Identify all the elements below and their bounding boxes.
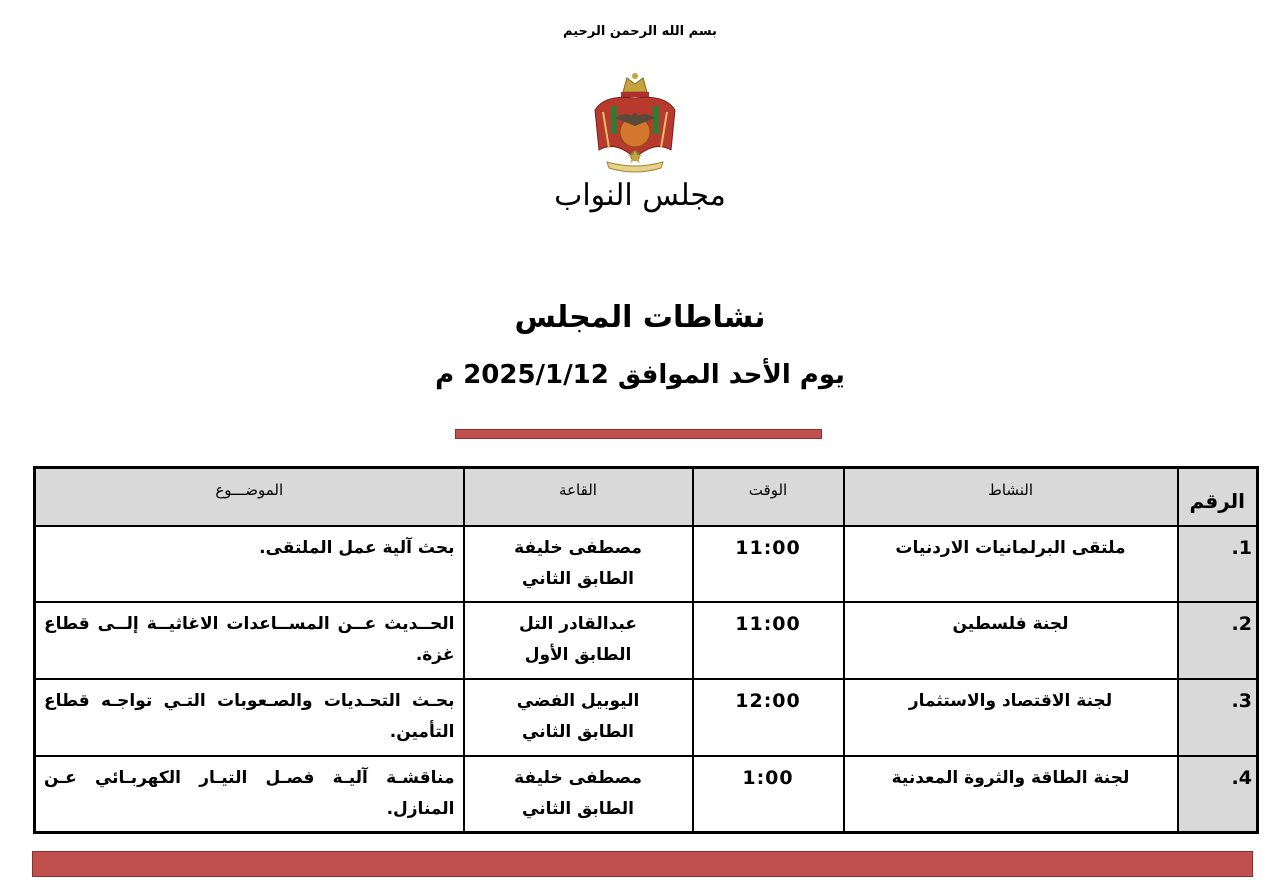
page-subtitle-date: يوم الأحد الموافق 2025/1/12 م: [435, 360, 845, 390]
row-topic: مناقشـة آليـة فصـل التيـار الكهربـائي عـن المنازل.: [35, 756, 464, 833]
table-row: [35, 679, 1258, 756]
hall-floor: الطابق الثاني: [522, 721, 634, 742]
row-hall: [464, 756, 693, 833]
hall-floor: الطابق الأول: [524, 644, 632, 665]
decorative-divider-top: [455, 429, 822, 439]
row-number: 4.: [1178, 756, 1258, 833]
header-hall: القاعة: [464, 468, 693, 526]
hall-name: مصطفى خليفة: [514, 537, 642, 558]
hall-name: عبدالقادر التل: [519, 613, 637, 634]
row-number: 3.: [1178, 679, 1258, 756]
header-activity: النشاط: [844, 468, 1178, 526]
basmala-text: بسم الله الرحمن الرحيم: [563, 24, 717, 39]
table-row: [35, 526, 1258, 602]
row-number: 1.: [1178, 526, 1258, 602]
parliament-logo-text: مجلس النواب: [554, 178, 726, 213]
coat-of-arms-emblem: [585, 70, 685, 180]
row-time: 1:00: [693, 756, 844, 833]
row-time: 11:00: [693, 526, 844, 602]
table-row: [35, 756, 1258, 833]
row-activity: لجنة الاقتصاد والاستثمار: [844, 679, 1178, 756]
activities-table: [33, 466, 1259, 834]
table-header-row: [35, 468, 1258, 526]
decorative-divider-bottom: [32, 851, 1253, 877]
page-title: نشاطات المجلس: [514, 300, 766, 335]
hall-name: مصطفى خليفة: [514, 767, 642, 788]
header-topic: الموضـــوع: [35, 468, 464, 526]
hall-name: اليوبيل الفضي: [516, 690, 640, 711]
table-row: [35, 602, 1258, 679]
row-hall: [464, 679, 693, 756]
row-time: 12:00: [693, 679, 844, 756]
row-topic: بحث آلية عمل الملتقى.: [35, 526, 464, 602]
row-activity: لجنة فلسطين: [844, 602, 1178, 679]
row-hall: [464, 602, 693, 679]
row-hall: [464, 526, 693, 602]
header-time: الوقت: [693, 468, 844, 526]
row-number: 2.: [1178, 602, 1258, 679]
row-activity: ملتقى البرلمانيات الاردنيات: [844, 526, 1178, 602]
row-topic: بحـث التحـديات والصـعوبات التـي تواجـه قطاع التأمين.: [35, 679, 464, 756]
hall-floor: الطابق الثاني: [522, 798, 634, 819]
hall-floor: الطابق الثاني: [522, 568, 634, 589]
row-time: 11:00: [693, 602, 844, 679]
header-number: الرقم: [1178, 468, 1258, 526]
row-activity: لجنة الطاقة والثروة المعدنية: [844, 756, 1178, 833]
row-topic: الحــديث عــن المســاعدات الاغاثيــة إلــى قطاع غزة.: [35, 602, 464, 679]
